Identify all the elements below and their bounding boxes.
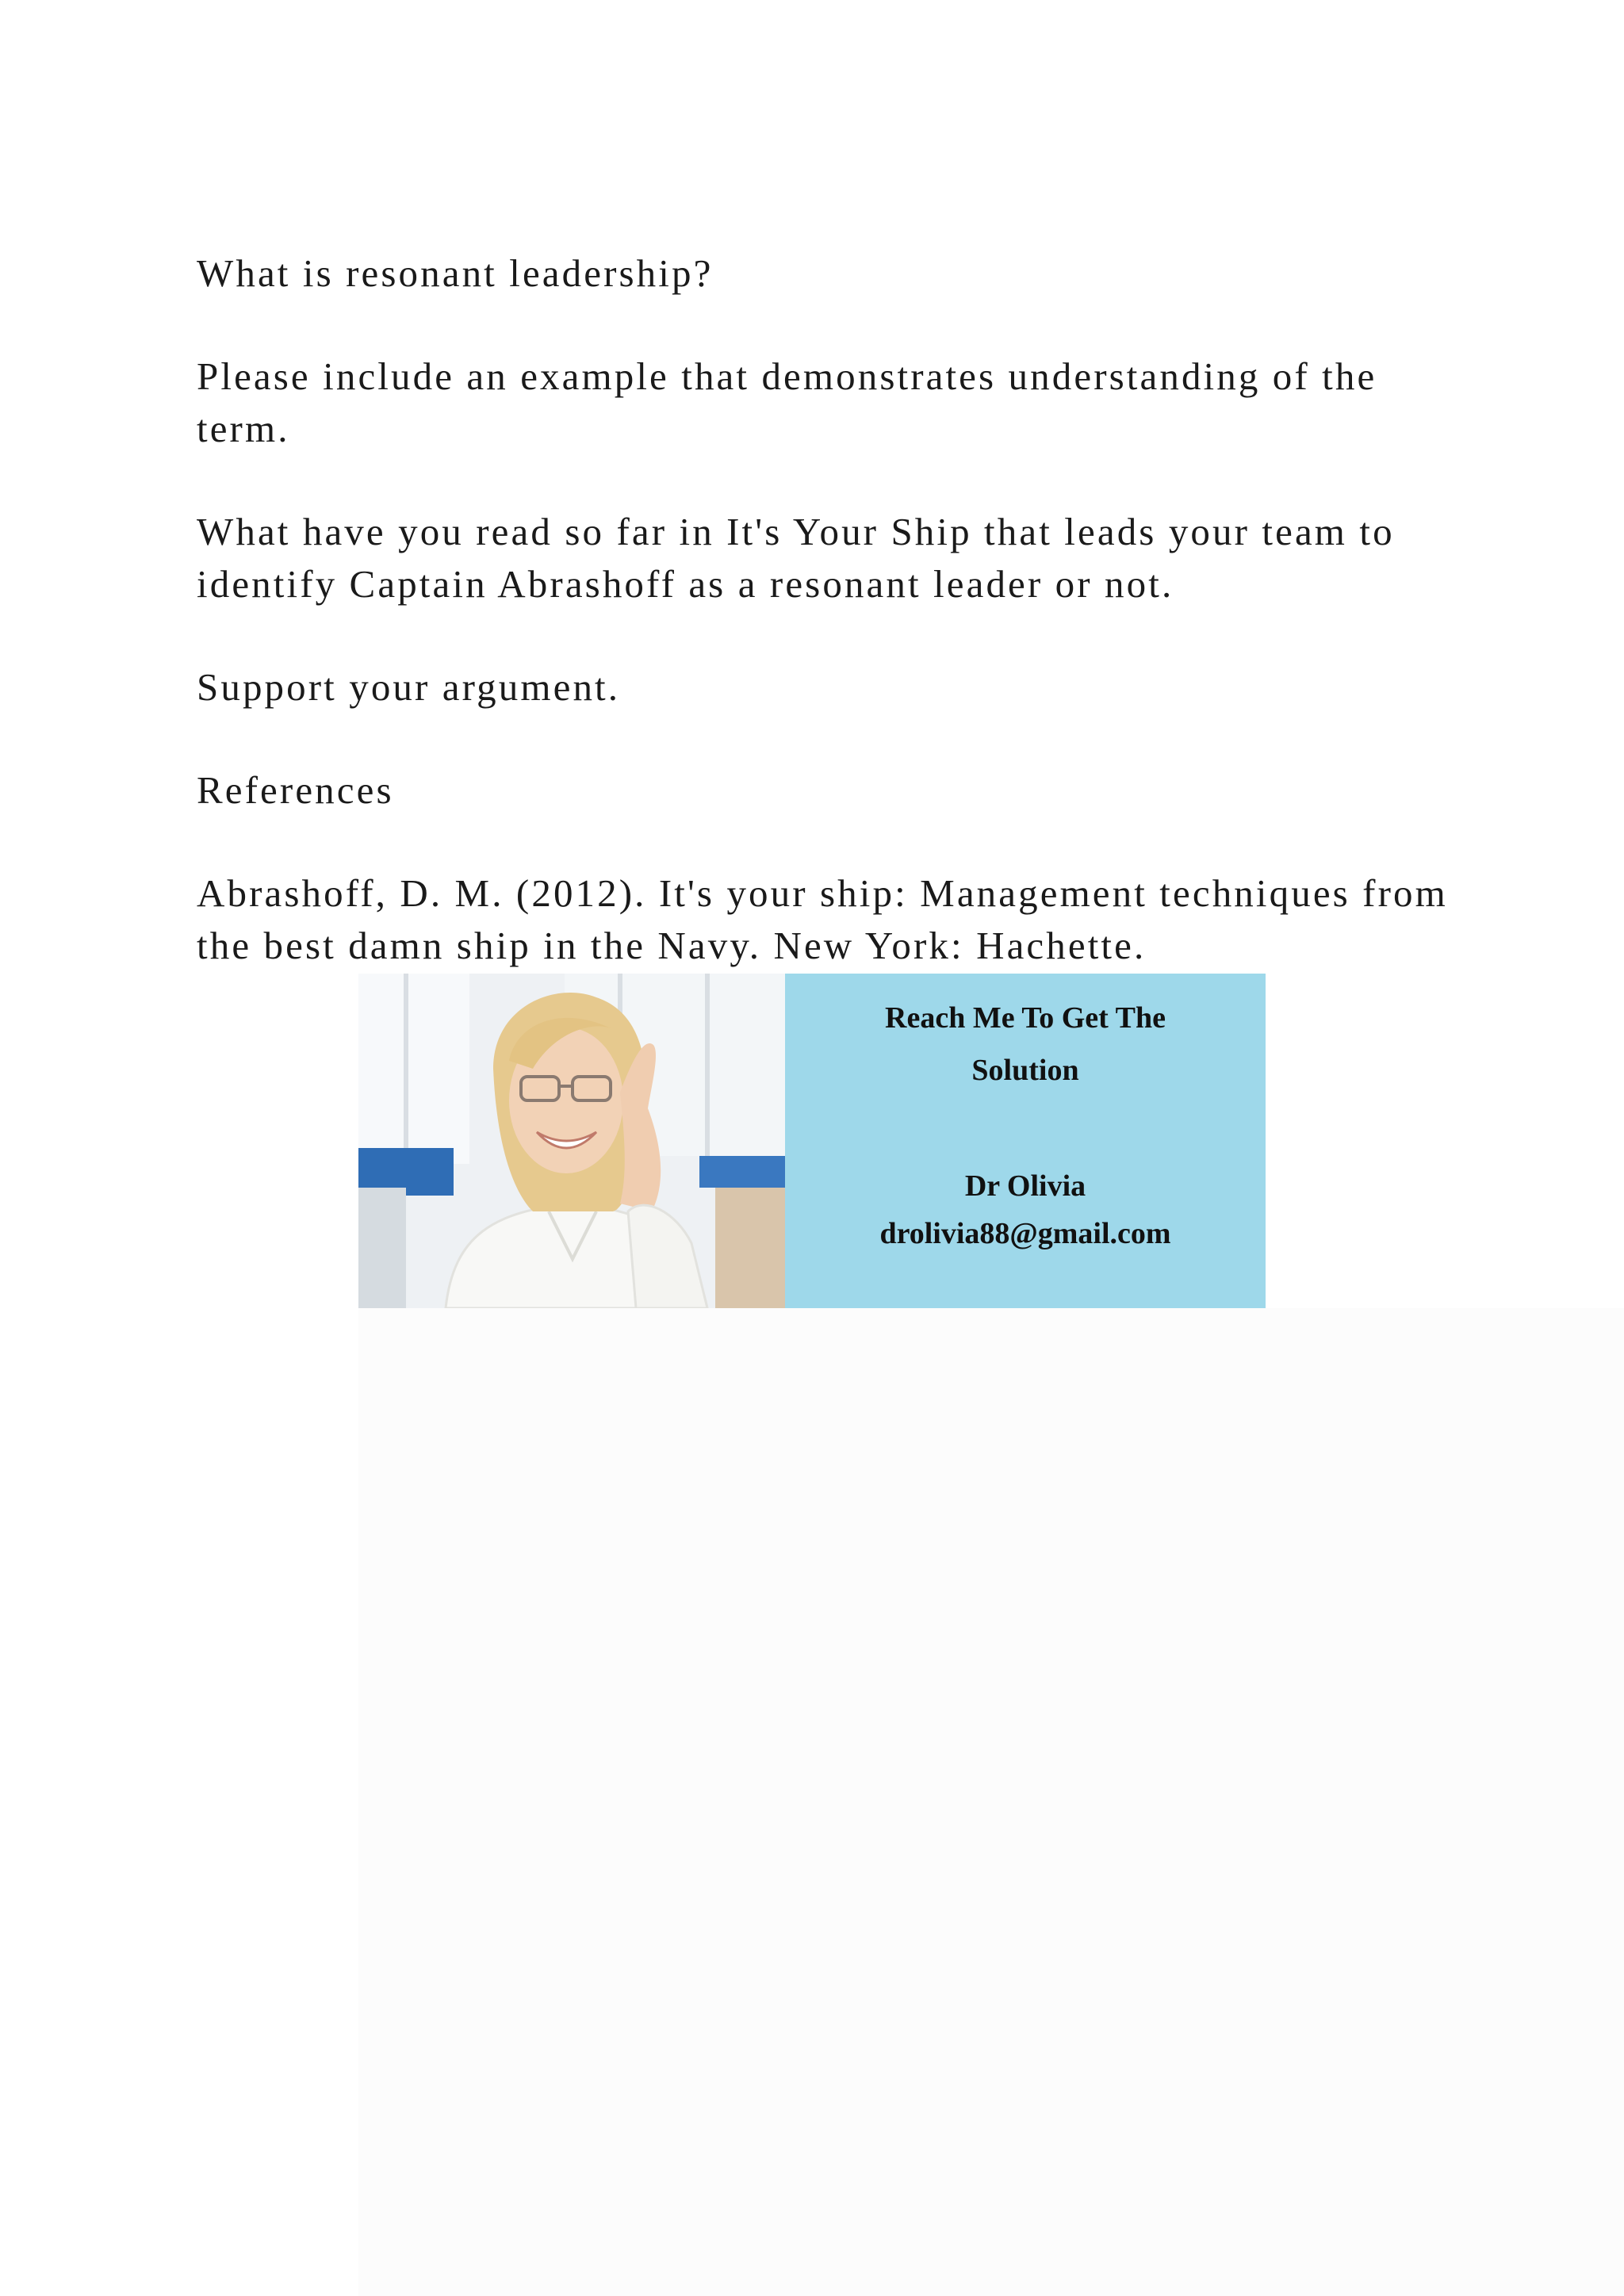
reference-entry: Abrashoff, D. M. (2012). It's your ship: Management techniques from the best damn ship in the Navy. New York: Hachette. xyxy=(197,871,1448,967)
contact-banner xyxy=(358,974,1266,1308)
contact-info-panel xyxy=(785,974,1266,1308)
document-body xyxy=(197,247,1450,972)
contact-email: drolivia88@gmail.com xyxy=(879,1217,1171,1250)
question-paragraph: What is resonant leadership? xyxy=(197,251,714,295)
references-heading: References xyxy=(197,768,394,812)
woman-photo xyxy=(358,974,785,1308)
instruction-paragraph-2: Support your argument. xyxy=(197,665,621,709)
contact-name: Dr Olivia xyxy=(964,1169,1086,1203)
banner-headline-continued: Solution xyxy=(971,1054,1079,1087)
woman-photo-illustration xyxy=(358,974,785,1308)
question-paragraph-2: What have you read so far in It's Your Ship that leads your team to identify Captain Abrashoff as a resonant leader or not. xyxy=(197,510,1395,606)
faint-background-panel xyxy=(358,1308,1624,2296)
banner-headline: Reach Me To Get The xyxy=(885,1001,1166,1035)
instruction-paragraph: Please include an example that demonstrates understanding of the term. xyxy=(197,354,1377,450)
